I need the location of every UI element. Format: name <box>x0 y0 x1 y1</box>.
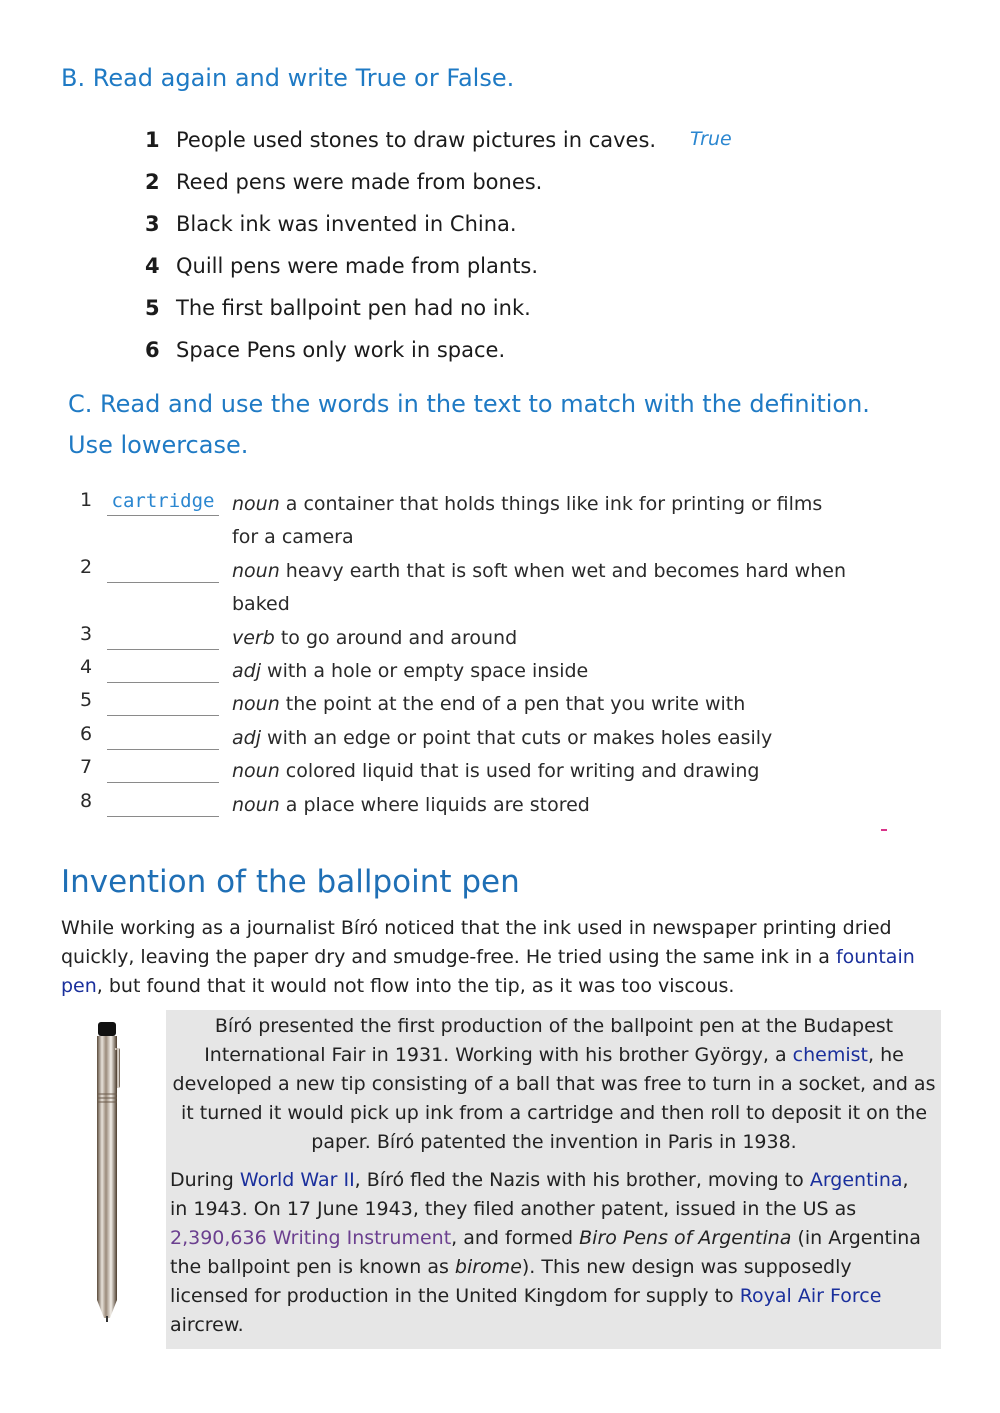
item-number: 7 <box>80 756 93 778</box>
definition-text: verb to go around and around <box>232 627 518 649</box>
item-number: 4 <box>80 656 93 678</box>
answer-field-1[interactable]: True <box>690 128 732 150</box>
answer-input-4[interactable] <box>107 656 219 683</box>
item-number: 3 <box>80 623 93 645</box>
definition-text: noun a container that holds things like ink for printing or films for a camera <box>232 493 823 548</box>
item-text: Black ink was invented in China. <box>176 212 517 236</box>
item-text: Quill pens were made from plants. <box>176 254 539 278</box>
definition-text: adj with a hole or empty space inside <box>232 660 589 682</box>
definition-text: adj with an edge or point that cuts or makes holes easily <box>232 727 773 749</box>
item-text: Space Pens only work in space. <box>176 338 506 362</box>
item-number: 3 <box>145 212 160 236</box>
item-number: 6 <box>80 723 93 745</box>
item-number: 2 <box>145 170 160 194</box>
article-title: Invention of the ballpoint pen <box>61 864 520 900</box>
item-number: 8 <box>80 790 93 812</box>
section-c-instruction: Use lowercase. <box>68 431 249 459</box>
item-number: 4 <box>145 254 160 278</box>
answer-input-3[interactable] <box>107 623 219 650</box>
answer-input-8[interactable] <box>107 790 219 817</box>
item-number: 1 <box>145 128 160 152</box>
answer-input-6[interactable] <box>107 723 219 750</box>
answer-input-2[interactable] <box>107 556 219 583</box>
answer-input-7[interactable] <box>107 756 219 783</box>
definition-text: noun a place where liquids are stored <box>232 794 590 816</box>
tf-item-1 <box>145 128 656 152</box>
answer-input-1[interactable]: cartridge <box>107 489 219 516</box>
item-text: People used stones to draw pictures in caves. <box>176 128 657 152</box>
section-b-title: B. Read again and write True or False. <box>61 64 515 92</box>
royal-air-force-link[interactable]: Royal Air Force <box>739 1285 882 1307</box>
section-c-title: C. Read and use the words in the text to match with the definition. <box>68 390 870 418</box>
patent-link[interactable]: 2,390,636 Writing Instrument <box>170 1227 452 1249</box>
item-number: 2 <box>80 556 93 578</box>
tf-item-6 <box>145 338 505 362</box>
decorative-mark <box>881 829 887 831</box>
info-paragraph-1: Bíró presented the first production of the ballpoint pen at the Budapest International Fair in 1931. Working with his brother György, a chemist, he developed a new tip consisting of a ball that was free to turn in a socket, and as it turned it would pick up ink from a cartridge and then roll to deposit it on the paper. Bíró patented the invention in Paris in 1938. <box>172 1015 936 1153</box>
ballpoint-pen-image <box>88 1022 133 1322</box>
argentina-link[interactable]: Argentina <box>809 1169 903 1191</box>
item-text: The first ballpoint pen had no ink. <box>176 296 531 320</box>
info-paragraph-2: During World War II, Bíró fled the Nazis with his brother, moving to Argentina, in 1943. On 17 June 1943, they filed another patent, issued in the US as 2,390,636 Writing Instrument, and formed Biro Pens of Argentina (in Argentina the ballpoint pen is known as birome). This new design was supposedly licensed for production in the United Kingdom for supply to Royal Air Force aircrew. <box>170 1169 921 1336</box>
tf-item-5 <box>145 296 531 320</box>
item-number: 5 <box>80 689 93 711</box>
chemist-link[interactable]: chemist <box>792 1044 868 1066</box>
answer-input-5[interactable] <box>107 689 219 716</box>
tf-item-4 <box>145 254 538 278</box>
definition-text: noun colored liquid that is used for writing and drawing <box>232 760 760 782</box>
world-war-ii-link[interactable]: World War II <box>239 1169 355 1191</box>
definition-text: noun the point at the end of a pen that you write with <box>232 693 746 715</box>
definition-text: noun heavy earth that is soft when wet and becomes hard when baked <box>232 560 846 615</box>
tf-item-3 <box>145 212 517 236</box>
fountain-pen-link[interactable]: fountain pen <box>61 946 915 997</box>
item-text: Reed pens were made from bones. <box>176 170 543 194</box>
tf-item-2 <box>145 170 542 194</box>
item-number: 1 <box>80 489 93 511</box>
intro-paragraph: While working as a journalist Bíró noticed that the ink used in newspaper printing dried quickly, leaving the paper dry and smudge-free. He tried using the same ink in a fountain pen, but found that it would not flow into the tip, as it was too viscous. <box>61 917 915 997</box>
item-number: 5 <box>145 296 160 320</box>
item-number: 6 <box>145 338 160 362</box>
